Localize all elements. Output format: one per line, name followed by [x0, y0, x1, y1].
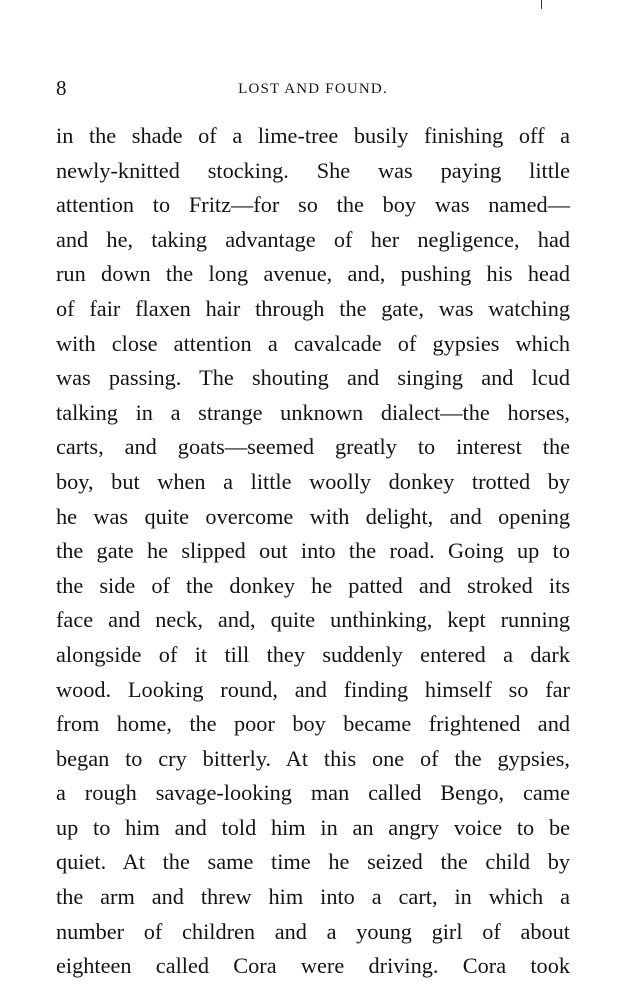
text-line: quiet. At the same time he seized the child by: [56, 849, 570, 875]
text-line: in the shade of a lime-tree busily finishing off a: [56, 123, 570, 148]
page-edge-mark: [541, 0, 542, 9]
text-line: with close attention a cavalcade of gypsies which: [56, 330, 570, 356]
text-line: was passing. The shouting and singing and lcud: [56, 365, 570, 391]
text-line: wood. Looking round, and finding himself so far: [56, 676, 570, 702]
text-line: from home, the poor boy became frightened and: [56, 711, 570, 737]
text-line: he was quite overcome with delight, and opening: [56, 503, 570, 529]
text-line: began to cry bitterly. At this one of the gypsies,: [56, 745, 570, 771]
running-head: LOST AND FOUND.: [238, 81, 388, 97]
text-line: newly-knitted stocking. She was paying little: [56, 157, 570, 183]
text-line: face and neck, and, quite unthinking, kept running: [56, 607, 570, 633]
text-line: attention to Fritz—for so the boy was named—: [56, 192, 570, 218]
text-line: the gate he slipped out into the road. Going up to: [56, 538, 570, 564]
text-line: a rough savage-looking man called Bengo, came: [56, 780, 570, 806]
page-number: 8: [56, 76, 67, 100]
text-line: number of children and a young girl of about: [56, 918, 570, 944]
text-line: talking in a strange unknown dialect—the horses,: [56, 399, 570, 425]
text-line: the side of the donkey he patted and stroked its: [56, 572, 570, 598]
text-line: up to him and told him in an angry voice to be: [56, 814, 570, 840]
text-line: boy, but when a little woolly donkey trotted by: [56, 468, 570, 494]
text-line: eighteen called Cora were driving. Cora took: [56, 953, 570, 979]
text-line: alongside of it till they suddenly entered a dark: [56, 641, 570, 667]
text-line: carts, and goats—seemed greatly to interest the: [56, 434, 570, 460]
text-line: and he, taking advantage of her negligence, had: [56, 226, 570, 252]
page-header: [56, 76, 570, 100]
text-line: the arm and threw him into a cart, in which a: [56, 884, 570, 910]
text-line: of fair flaxen hair through the gate, was watching: [56, 295, 570, 321]
body-text: [56, 119, 570, 984]
text-line: run down the long avenue, and, pushing his head: [56, 261, 570, 287]
